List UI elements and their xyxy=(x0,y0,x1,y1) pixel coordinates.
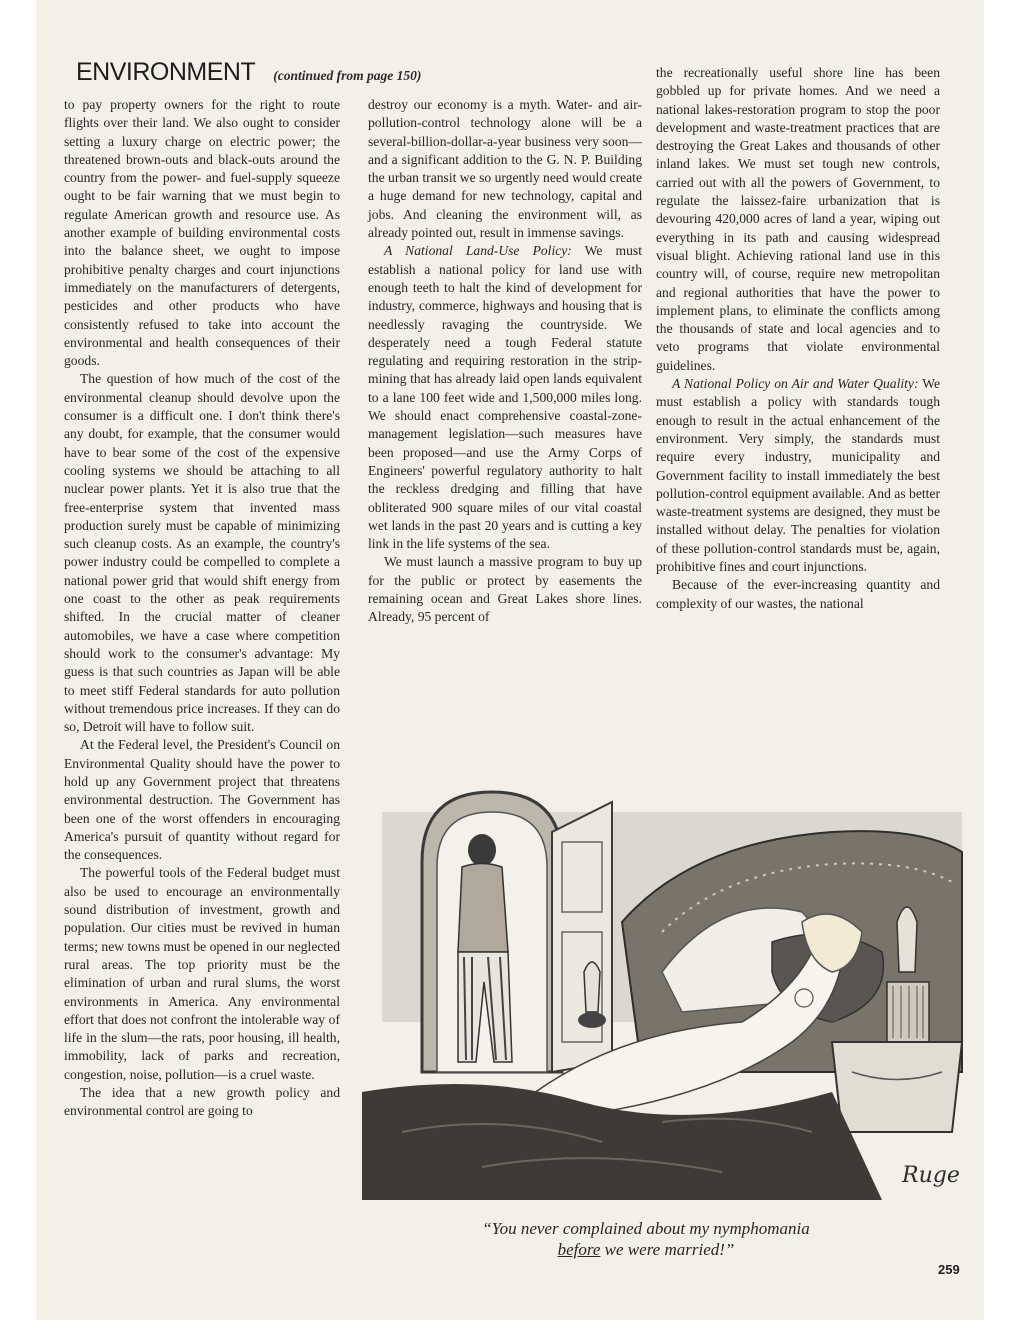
cartoon-caption xyxy=(366,1218,926,1260)
text-column-2 xyxy=(368,96,642,736)
artist-signature: Ruge xyxy=(902,1163,960,1188)
paragraph: At the Federal level, the President's Council on Environmental Quality should have the power to hold up any Government project that threatens environmental destruction. The Government has been one of the worst offenders in encouraging America's pursuit of quantity without regard for the consequences. xyxy=(64,737,340,863)
caption-line-2-rest: we were married!” xyxy=(600,1240,735,1259)
caption-underlined-word: before xyxy=(557,1240,601,1259)
paragraph xyxy=(368,242,642,553)
paragraph-body: We must establish a national policy for land use with enough teeth to halt the kind of development for industry, commerce, highways and housing that is needlessly ravaging the countryside. We desperately need a tough Federal statute regulating and requiring restoration in the strip-mining that has already laid open lands equivalent to a lane 100 feet wide and 1,500,000 miles long. We should enact comprehensive coastal-zone-management legislation—such measures have been proposed—and use the Army Corps of Engineers' powerful regulatory authority to halt the reckless dredging and filling that have obliterated 900 square miles of our vital coastal wet lands in the past 20 years and is cutting a key link in the life systems of the sea. xyxy=(368,243,642,552)
text-column-1 xyxy=(64,96,340,1276)
text-column-3 xyxy=(656,64,940,744)
paragraph: The idea that a new growth policy and environmental control are going to xyxy=(64,1085,340,1119)
paragraph: The question of how much of the cost of the environmental cleanup should devolve upon the consumer is a difficult one. I don't think there's any doubt, for example, that the consumer would have to bear some of the cost of the expensive cooling systems we should be attaching to all nuclear power plants. Yet it is also true that the free-enterprise system that invented mass production surely must be capable of minimizing such cleanup costs. As an example, the country's power industry could be compelled to complete a national power grid that would shift energy from one coast to the other as peak requirements shifted. In the crucial matter of cleaner automobiles, we have a case where competition should work to the consumer's advantage: My guess is that such countries as Japan will be able to meet stiff Federal standards for auto pollution without tremendous price increases. If they can do so, Detroit will have to follow suit. xyxy=(64,371,340,735)
paragraph-body: We must establish a policy with standards tough enough to result in the actual enhancement of the environment. Very simply, the standards must require every industry, municipality and Government facility to install immediately the best pollution-control equipment available. And as better waste-treatment systems are designed, they must be installed without delay. The penalties for violation of these pollution-control standards must be, again, prohibitive fines and court injunctions. xyxy=(656,376,940,575)
paragraph: We must launch a massive program to buy up for the public or protect by easements the remaining ocean and Great Lakes shore lines. Already, 95 percent of xyxy=(368,554,642,625)
section-title: ENVIRONMENT xyxy=(76,58,256,86)
paragraph: Because of the ever-increasing quantity and complexity of our wastes, the national xyxy=(656,577,940,611)
caption-line-1: “You never complained about my nymphomania xyxy=(482,1219,810,1238)
paragraph: The powerful tools of the Federal budget must also be used to encourage an environmentally sound distribution of investment, growth and population. Our cities must be revived in human terms; new towns must be opened in our neglected rural areas. The top priority must be the elimination of urban and rural slums, the worst environments in America. Any environmental effort that does not confront the intolerable way of life in the slum—the rats, poor housing, ill health, immobility, lack of parks and recreation, congestion, noise, pollution—is a cruel waste. xyxy=(64,865,340,1082)
paragraph: the recreationally useful shore line has been gobbled up for private homes. And we need a national lakes-restoration program to stop the poor development and waste-treatment practices that are destroying the Great Lakes and thousands of other inland lakes. We must set tough new controls, carried out with all the powers of Government, to regulate the laissez-faire urbanization that is devouring 420,000 acres of land a year, wiping out everything in its path and causing widespread visual blight. Achieving rational land use in this country will, of course, require new metropolitan and regional authorities that have the power to implement plans, to eliminate the conflicts among the thousands of state and local agencies and to veto programs that violate environmental guidelines. xyxy=(656,65,940,373)
section-header xyxy=(76,58,496,92)
magazine-page xyxy=(36,0,984,1320)
subhead-air-water: A National Policy on Air and Water Quality: xyxy=(672,376,919,392)
page-number: 259 xyxy=(938,1262,960,1277)
cartoon-illustration xyxy=(362,772,968,1200)
paragraph: to pay property owners for the right to route flights over their land. We also ought to consider setting a luxury charge on electric power; the threatened brown-outs and black-outs around the country from the power- and fuel-supply squeeze ought to be fair warning that we must begin to regulate American growth and resource use. As another example of building environmental costs into the balance sheet, we ought to impose prohibitive penalty charges and court injunctions immediately on the manufacturers of detergents, pesticides and other products who have consistently refused to take into account the environmental and health consequences of their goods. xyxy=(64,97,340,369)
subhead-land-use: A National Land-Use Policy: xyxy=(384,243,572,259)
caption-line-2 xyxy=(366,1239,926,1260)
continued-note: (continued from page 150) xyxy=(273,68,422,83)
paragraph: destroy our economy is a myth. Water- and air-pollution-control technology alone will be a several-billion-dollar-a-year business very soon—and a significant addition to the G. N. P. Building the urban transit we so urgently need would create a huge demand for new technology, capital and jobs. And cleaning the environment will, as already pointed out, result in immense savings. xyxy=(368,97,642,241)
paragraph xyxy=(656,375,940,576)
